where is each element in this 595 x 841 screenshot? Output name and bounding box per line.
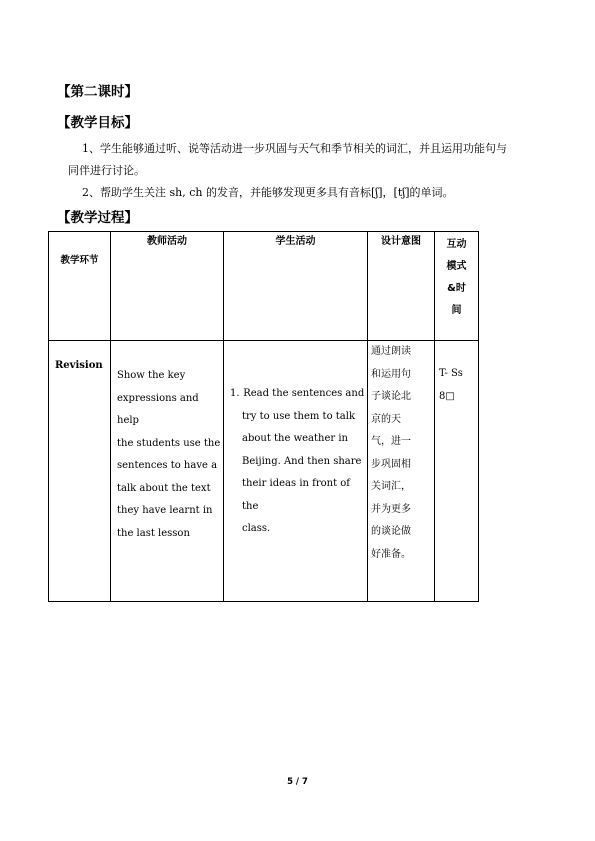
- page-number: 5 / 7: [287, 777, 308, 787]
- process-title: 【教学过程】: [57, 210, 138, 226]
- student-line: their ideas in front of the: [242, 478, 351, 512]
- header-mode-line: 模式: [446, 261, 467, 272]
- goals-title: 【教学目标】: [57, 115, 138, 131]
- student-activity-cell: [224, 341, 368, 602]
- stage-cell: Revision: [49, 341, 111, 602]
- student-line: try to use them to talk: [242, 410, 356, 422]
- header-stage: 教学环节: [49, 232, 111, 341]
- teacher-line: expressions and help: [117, 392, 199, 426]
- teacher-line: the last lesson: [117, 527, 190, 539]
- design-intent-cell: [368, 341, 435, 602]
- design-line: 和运用句: [371, 368, 411, 380]
- mode-line: T- Ss: [439, 368, 463, 379]
- design-line: 并为更多: [371, 503, 411, 515]
- mode-line: 8□: [439, 390, 455, 402]
- header-mode-line: &时: [447, 283, 466, 294]
- teacher-line: the students use the: [117, 437, 221, 449]
- student-line: class.: [242, 523, 271, 534]
- goals-paragraph: [68, 138, 545, 204]
- student-line: about the weather in: [242, 433, 348, 444]
- goal-item-2: 2、帮助学生关注 sh, ch 的发音，并能够发现更多具有音标[ʃ]，[tʃ]的单词。: [82, 186, 454, 199]
- lesson-plan-table: [48, 231, 479, 602]
- design-line: 关词汇，: [371, 481, 411, 492]
- header-mode-line: 互动: [446, 239, 467, 250]
- table-header-row: [49, 232, 479, 341]
- design-line: 步巩固相: [371, 458, 411, 470]
- interaction-mode-cell: [435, 341, 479, 602]
- header-teacher: 教师活动: [111, 232, 224, 341]
- student-line: Read the sentences and: [243, 388, 365, 399]
- teacher-activity-cell: [111, 341, 224, 602]
- header-student: 学生活动: [224, 232, 368, 341]
- design-line: 好准备。: [371, 548, 411, 560]
- design-line: 气，进一: [371, 436, 411, 447]
- header-design: 设计意图: [368, 232, 435, 341]
- teacher-line: sentences to have a: [117, 460, 218, 471]
- goal-item-1-line-2: 同伴进行讨论。: [68, 164, 145, 177]
- teacher-line: Show the key: [117, 370, 186, 381]
- design-line: 京的天: [371, 413, 401, 425]
- design-line: 子谈论北: [371, 391, 411, 402]
- header-mode: [435, 232, 479, 341]
- student-line: Beijing. And then share: [242, 455, 362, 467]
- teacher-line: they have learnt in: [117, 505, 213, 516]
- header-mode-line: 间: [451, 305, 462, 316]
- design-line: 的谈论做: [371, 526, 411, 537]
- teacher-line: talk about the text: [117, 482, 211, 494]
- lesson-title: 【第二课时】: [57, 84, 138, 100]
- table-row: [49, 341, 479, 602]
- student-item-number: 1.: [230, 388, 240, 399]
- design-line: 通过朗读: [371, 346, 411, 357]
- goal-item-1-line-1: 1、学生能够通过听、说等活动进一步巩固与天气和季节相关的词汇，并且运用功能句与: [82, 142, 507, 155]
